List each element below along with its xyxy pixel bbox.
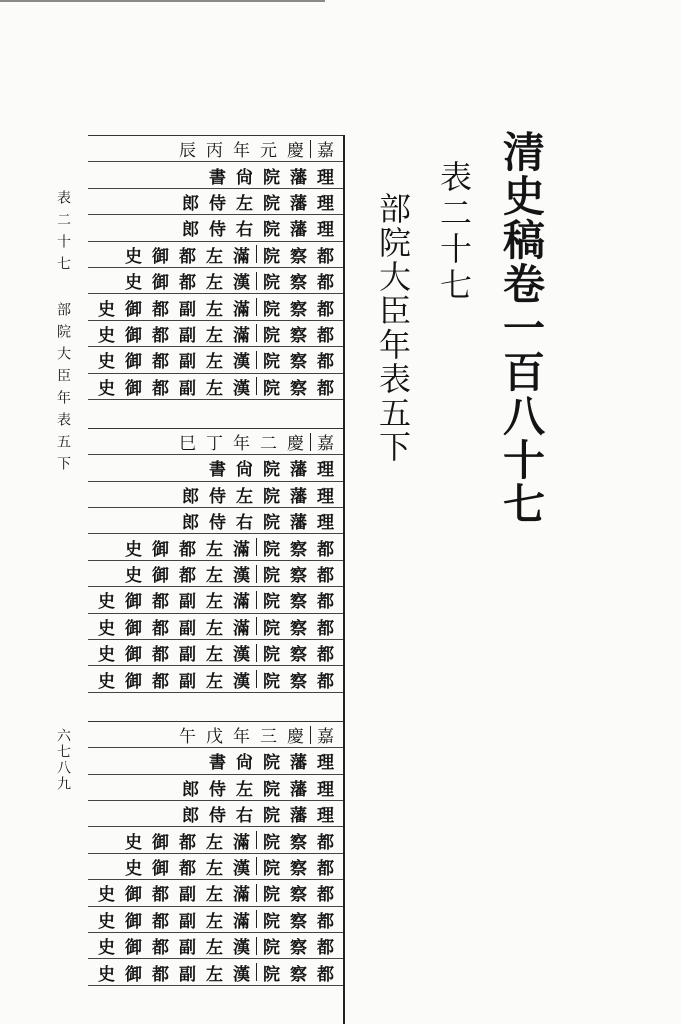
table-char: 藩 bbox=[290, 220, 307, 241]
table-char: 漢 bbox=[233, 645, 250, 666]
office-row bbox=[88, 321, 345, 347]
table-char: 史 bbox=[98, 671, 115, 692]
table-char: 都 bbox=[179, 832, 196, 853]
table-char: 院 bbox=[263, 806, 280, 827]
table-char: 御 bbox=[125, 964, 142, 985]
table-char: 藩 bbox=[290, 486, 307, 507]
table-char: 右 bbox=[236, 220, 253, 241]
table-char: 二 bbox=[260, 434, 277, 455]
table-char: 都 bbox=[152, 885, 169, 906]
table-char: 御 bbox=[152, 832, 169, 853]
table-char: 理 bbox=[317, 779, 334, 800]
table-char: 都 bbox=[317, 246, 334, 267]
office-row bbox=[88, 748, 345, 774]
table-char: 都 bbox=[317, 858, 334, 879]
table-char: 史 bbox=[98, 378, 115, 399]
table-char: 都 bbox=[317, 352, 334, 373]
table-char: 左 bbox=[206, 832, 223, 853]
table-char: 藩 bbox=[290, 460, 307, 481]
office-row bbox=[88, 614, 345, 640]
table-char: 慶 bbox=[287, 434, 304, 455]
table-char: 史 bbox=[98, 352, 115, 373]
table-char: 左 bbox=[206, 592, 223, 613]
table-char: 院 bbox=[263, 779, 280, 800]
page-number: 六七八九 bbox=[55, 728, 71, 792]
table-char: 右 bbox=[236, 513, 253, 534]
table-char: 都 bbox=[152, 299, 169, 320]
table-char: 都 bbox=[152, 911, 169, 932]
bracket-mark bbox=[256, 644, 257, 662]
year-heading-row bbox=[88, 429, 345, 455]
office-row bbox=[88, 215, 345, 241]
office-row bbox=[88, 482, 345, 508]
table-char: 都 bbox=[317, 273, 334, 294]
table-char: 戊 bbox=[206, 727, 223, 747]
table-char: 左 bbox=[206, 645, 223, 666]
table-char: 都 bbox=[317, 885, 334, 906]
table-char: 院 bbox=[263, 964, 280, 985]
table-char: 午 bbox=[179, 727, 196, 747]
office-row bbox=[88, 640, 345, 666]
table-char: 理 bbox=[317, 193, 334, 214]
table-char: 察 bbox=[290, 246, 307, 267]
table-char: 藩 bbox=[290, 513, 307, 534]
table-char: 理 bbox=[317, 806, 334, 827]
table-char: 嘉 bbox=[317, 727, 334, 747]
table-char: 侍 bbox=[209, 486, 226, 507]
table-char: 侍 bbox=[209, 193, 226, 214]
table-char: 都 bbox=[317, 618, 334, 639]
table-char: 察 bbox=[290, 858, 307, 879]
table-char: 巳 bbox=[179, 434, 196, 455]
table-char: 左 bbox=[206, 938, 223, 959]
office-row bbox=[88, 347, 345, 373]
table-char: 都 bbox=[179, 539, 196, 560]
table-char: 史 bbox=[98, 911, 115, 932]
table-char: 院 bbox=[263, 513, 280, 534]
bracket-mark bbox=[256, 591, 257, 609]
year-block bbox=[88, 721, 345, 986]
table-char: 滿 bbox=[233, 325, 250, 346]
table-char: 院 bbox=[263, 220, 280, 241]
table-char: 都 bbox=[317, 911, 334, 932]
table-char: 史 bbox=[125, 273, 142, 294]
table-char: 院 bbox=[263, 938, 280, 959]
table-char: 漢 bbox=[233, 671, 250, 692]
table-char: 院 bbox=[263, 645, 280, 666]
table-char: 漢 bbox=[233, 938, 250, 959]
table-char: 右 bbox=[236, 806, 253, 827]
table-char: 察 bbox=[290, 885, 307, 906]
table-char: 左 bbox=[206, 858, 223, 879]
bracket-mark bbox=[256, 831, 257, 849]
table-char: 史 bbox=[98, 325, 115, 346]
table-char: 副 bbox=[179, 325, 196, 346]
table-char: 漢 bbox=[233, 273, 250, 294]
table-char: 御 bbox=[125, 618, 142, 639]
table-char: 副 bbox=[179, 378, 196, 399]
table-char: 都 bbox=[152, 964, 169, 985]
office-row bbox=[88, 242, 345, 268]
table-char: 尙 bbox=[236, 167, 253, 188]
table-char: 院 bbox=[263, 325, 280, 346]
table-char: 漢 bbox=[233, 352, 250, 373]
table-char: 左 bbox=[206, 246, 223, 267]
bracket-mark bbox=[256, 963, 257, 981]
table-char: 院 bbox=[263, 566, 280, 587]
table-char: 院 bbox=[263, 273, 280, 294]
table-char: 史 bbox=[98, 938, 115, 959]
table-char: 滿 bbox=[233, 539, 250, 560]
table-char: 御 bbox=[152, 273, 169, 294]
table-char: 史 bbox=[98, 964, 115, 985]
table-char: 漢 bbox=[233, 858, 250, 879]
table-char: 左 bbox=[206, 911, 223, 932]
table-char: 副 bbox=[179, 671, 196, 692]
table-char: 史 bbox=[98, 592, 115, 613]
table-char: 左 bbox=[206, 539, 223, 560]
table-char: 副 bbox=[179, 885, 196, 906]
bracket-mark bbox=[256, 272, 257, 290]
table-char: 都 bbox=[152, 378, 169, 399]
table-char: 都 bbox=[179, 246, 196, 267]
table-char: 都 bbox=[317, 645, 334, 666]
table-char: 都 bbox=[152, 938, 169, 959]
office-row bbox=[88, 534, 345, 560]
table-char: 左 bbox=[206, 273, 223, 294]
table-char: 御 bbox=[125, 671, 142, 692]
table-char: 御 bbox=[125, 378, 142, 399]
table-char: 左 bbox=[206, 671, 223, 692]
table-char: 察 bbox=[290, 325, 307, 346]
office-row bbox=[88, 775, 345, 801]
table-char: 都 bbox=[317, 832, 334, 853]
table-char: 藩 bbox=[290, 806, 307, 827]
juan-title: 清史稿卷一百八十七 bbox=[497, 130, 546, 526]
table-char: 副 bbox=[179, 299, 196, 320]
bracket-mark bbox=[256, 857, 257, 875]
table-char: 都 bbox=[152, 671, 169, 692]
table-char: 漢 bbox=[233, 378, 250, 399]
table-char: 都 bbox=[317, 299, 334, 320]
office-row bbox=[88, 827, 345, 853]
table-char: 御 bbox=[125, 325, 142, 346]
office-row bbox=[88, 268, 345, 294]
table-char: 御 bbox=[152, 246, 169, 267]
table-char: 理 bbox=[317, 486, 334, 507]
table-char: 察 bbox=[290, 964, 307, 985]
office-row bbox=[88, 959, 345, 985]
table-char: 副 bbox=[179, 592, 196, 613]
year-heading-row bbox=[88, 722, 345, 748]
table-char: 史 bbox=[125, 832, 142, 853]
table-char: 副 bbox=[179, 645, 196, 666]
table-char: 藩 bbox=[290, 753, 307, 774]
table-char: 察 bbox=[290, 618, 307, 639]
table-char: 院 bbox=[263, 671, 280, 692]
bracket-mark bbox=[256, 937, 257, 955]
table-char: 書 bbox=[209, 753, 226, 774]
table-char: 院 bbox=[263, 352, 280, 373]
table-char: 左 bbox=[206, 325, 223, 346]
table-name: 部院大臣年表五下 bbox=[374, 192, 412, 464]
table-char: 慶 bbox=[287, 141, 304, 162]
year-block bbox=[88, 428, 345, 693]
bracket-mark bbox=[256, 617, 257, 635]
table-char: 都 bbox=[317, 671, 334, 692]
table-char: 都 bbox=[152, 325, 169, 346]
running-head: 表二十七 部院大臣年表五下 bbox=[55, 190, 71, 478]
table-char: 滿 bbox=[233, 246, 250, 267]
table-char: 都 bbox=[317, 325, 334, 346]
table-char: 滿 bbox=[233, 832, 250, 853]
table-char: 察 bbox=[290, 592, 307, 613]
office-row bbox=[88, 907, 345, 933]
table-char: 史 bbox=[98, 618, 115, 639]
table-number: 表二十七 bbox=[435, 160, 473, 304]
table-char: 都 bbox=[179, 858, 196, 879]
table-char: 院 bbox=[263, 486, 280, 507]
table-char: 左 bbox=[206, 378, 223, 399]
table-char: 左 bbox=[206, 964, 223, 985]
office-row bbox=[88, 854, 345, 880]
table-char: 御 bbox=[125, 352, 142, 373]
table-char: 滿 bbox=[233, 299, 250, 320]
table-char: 嘉 bbox=[317, 434, 334, 455]
table-char: 左 bbox=[206, 566, 223, 587]
bracket-mark bbox=[256, 670, 257, 688]
table-char: 都 bbox=[179, 566, 196, 587]
bracket-mark bbox=[256, 377, 257, 395]
table-char: 察 bbox=[290, 938, 307, 959]
table-char: 尙 bbox=[236, 460, 253, 481]
table-char: 滿 bbox=[233, 885, 250, 906]
table-char: 院 bbox=[263, 246, 280, 267]
table-char: 史 bbox=[125, 566, 142, 587]
table-char: 院 bbox=[263, 193, 280, 214]
table-char: 御 bbox=[125, 645, 142, 666]
table-char: 漢 bbox=[233, 566, 250, 587]
table-char: 院 bbox=[263, 911, 280, 932]
office-row bbox=[88, 508, 345, 534]
table-char: 御 bbox=[152, 539, 169, 560]
table-char: 郎 bbox=[182, 806, 199, 827]
table-char: 院 bbox=[263, 539, 280, 560]
table-char: 年 bbox=[233, 141, 250, 162]
table-char: 察 bbox=[290, 911, 307, 932]
table-char: 院 bbox=[263, 885, 280, 906]
bracket-mark bbox=[310, 726, 311, 744]
table-char: 侍 bbox=[209, 220, 226, 241]
table-char: 慶 bbox=[287, 727, 304, 747]
table-char: 御 bbox=[125, 938, 142, 959]
table-char: 院 bbox=[263, 753, 280, 774]
bracket-mark bbox=[256, 298, 257, 316]
table-char: 嘉 bbox=[317, 141, 334, 162]
bracket-mark bbox=[256, 910, 257, 928]
bracket-mark bbox=[256, 245, 257, 263]
table-char: 滿 bbox=[233, 911, 250, 932]
table-char: 御 bbox=[125, 911, 142, 932]
office-row bbox=[88, 801, 345, 827]
table-char: 院 bbox=[263, 378, 280, 399]
office-row bbox=[88, 294, 345, 320]
register-table bbox=[88, 135, 345, 1014]
table-char: 都 bbox=[179, 273, 196, 294]
table-char: 左 bbox=[206, 618, 223, 639]
table-char: 侍 bbox=[209, 806, 226, 827]
table-char: 郎 bbox=[182, 486, 199, 507]
table-char: 都 bbox=[317, 592, 334, 613]
table-char: 史 bbox=[98, 885, 115, 906]
table-char: 都 bbox=[152, 645, 169, 666]
table-char: 都 bbox=[317, 938, 334, 959]
table-char: 滿 bbox=[233, 592, 250, 613]
table-char: 理 bbox=[317, 513, 334, 534]
table-char: 書 bbox=[209, 460, 226, 481]
table-char: 察 bbox=[290, 299, 307, 320]
office-row bbox=[88, 374, 345, 400]
table-char: 書 bbox=[209, 167, 226, 188]
table-char: 察 bbox=[290, 273, 307, 294]
table-char: 史 bbox=[125, 246, 142, 267]
page-top-rule bbox=[0, 0, 325, 2]
bracket-mark bbox=[256, 324, 257, 342]
table-char: 理 bbox=[317, 460, 334, 481]
table-char: 院 bbox=[263, 167, 280, 188]
table-char: 察 bbox=[290, 539, 307, 560]
table-char: 察 bbox=[290, 832, 307, 853]
table-char: 郎 bbox=[182, 779, 199, 800]
table-char: 御 bbox=[152, 858, 169, 879]
table-char: 院 bbox=[263, 299, 280, 320]
table-char: 副 bbox=[179, 911, 196, 932]
table-char: 左 bbox=[236, 486, 253, 507]
office-row bbox=[88, 933, 345, 959]
table-char: 侍 bbox=[209, 513, 226, 534]
table-char: 副 bbox=[179, 938, 196, 959]
table-char: 都 bbox=[317, 539, 334, 560]
table-char: 左 bbox=[206, 885, 223, 906]
table-char: 左 bbox=[236, 779, 253, 800]
bracket-mark bbox=[310, 433, 311, 451]
table-char: 都 bbox=[152, 352, 169, 373]
office-row bbox=[88, 666, 345, 692]
table-char: 史 bbox=[98, 645, 115, 666]
office-row bbox=[88, 880, 345, 906]
table-char: 年 bbox=[233, 727, 250, 747]
table-char: 理 bbox=[317, 220, 334, 241]
bracket-mark bbox=[256, 565, 257, 583]
table-char: 都 bbox=[317, 378, 334, 399]
table-char: 察 bbox=[290, 352, 307, 373]
table-char: 辰 bbox=[179, 141, 196, 162]
table-char: 藩 bbox=[290, 167, 307, 188]
table-char: 漢 bbox=[233, 964, 250, 985]
office-row bbox=[88, 189, 345, 215]
table-char: 三 bbox=[260, 727, 277, 747]
table-char: 察 bbox=[290, 645, 307, 666]
table-char: 都 bbox=[317, 964, 334, 985]
bracket-mark bbox=[310, 140, 311, 158]
table-char: 侍 bbox=[209, 779, 226, 800]
table-char: 滿 bbox=[233, 618, 250, 639]
table-char: 院 bbox=[263, 832, 280, 853]
year-block bbox=[88, 135, 345, 400]
table-char: 御 bbox=[125, 592, 142, 613]
table-char: 藩 bbox=[290, 779, 307, 800]
table-char: 院 bbox=[263, 858, 280, 879]
table-char: 尙 bbox=[236, 753, 253, 774]
office-row bbox=[88, 561, 345, 587]
table-char: 院 bbox=[263, 592, 280, 613]
table-char: 副 bbox=[179, 964, 196, 985]
table-char: 左 bbox=[236, 193, 253, 214]
table-char: 副 bbox=[179, 618, 196, 639]
table-char: 元 bbox=[260, 141, 277, 162]
table-char: 都 bbox=[152, 592, 169, 613]
table-char: 郎 bbox=[182, 513, 199, 534]
table-char: 年 bbox=[233, 434, 250, 455]
table-char: 御 bbox=[125, 885, 142, 906]
table-char: 理 bbox=[317, 753, 334, 774]
table-char: 藩 bbox=[290, 193, 307, 214]
table-char: 御 bbox=[152, 566, 169, 587]
office-row bbox=[88, 162, 345, 188]
bracket-mark bbox=[256, 351, 257, 369]
table-char: 副 bbox=[179, 352, 196, 373]
table-char: 御 bbox=[125, 299, 142, 320]
table-char: 察 bbox=[290, 566, 307, 587]
office-row bbox=[88, 587, 345, 613]
bracket-mark bbox=[256, 884, 257, 902]
table-char: 郎 bbox=[182, 193, 199, 214]
table-char: 都 bbox=[317, 566, 334, 587]
year-heading-row bbox=[88, 136, 345, 162]
table-char: 丁 bbox=[206, 434, 223, 455]
table-char: 郎 bbox=[182, 220, 199, 241]
table-char: 察 bbox=[290, 671, 307, 692]
bracket-mark bbox=[256, 538, 257, 556]
table-char: 左 bbox=[206, 299, 223, 320]
table-char: 史 bbox=[125, 858, 142, 879]
table-char: 院 bbox=[263, 460, 280, 481]
table-char: 理 bbox=[317, 167, 334, 188]
table-char: 都 bbox=[152, 618, 169, 639]
table-char: 左 bbox=[206, 352, 223, 373]
table-char: 史 bbox=[98, 299, 115, 320]
table-char: 院 bbox=[263, 618, 280, 639]
table-char: 史 bbox=[125, 539, 142, 560]
table-char: 丙 bbox=[206, 141, 223, 162]
table-char: 察 bbox=[290, 378, 307, 399]
office-row bbox=[88, 455, 345, 481]
